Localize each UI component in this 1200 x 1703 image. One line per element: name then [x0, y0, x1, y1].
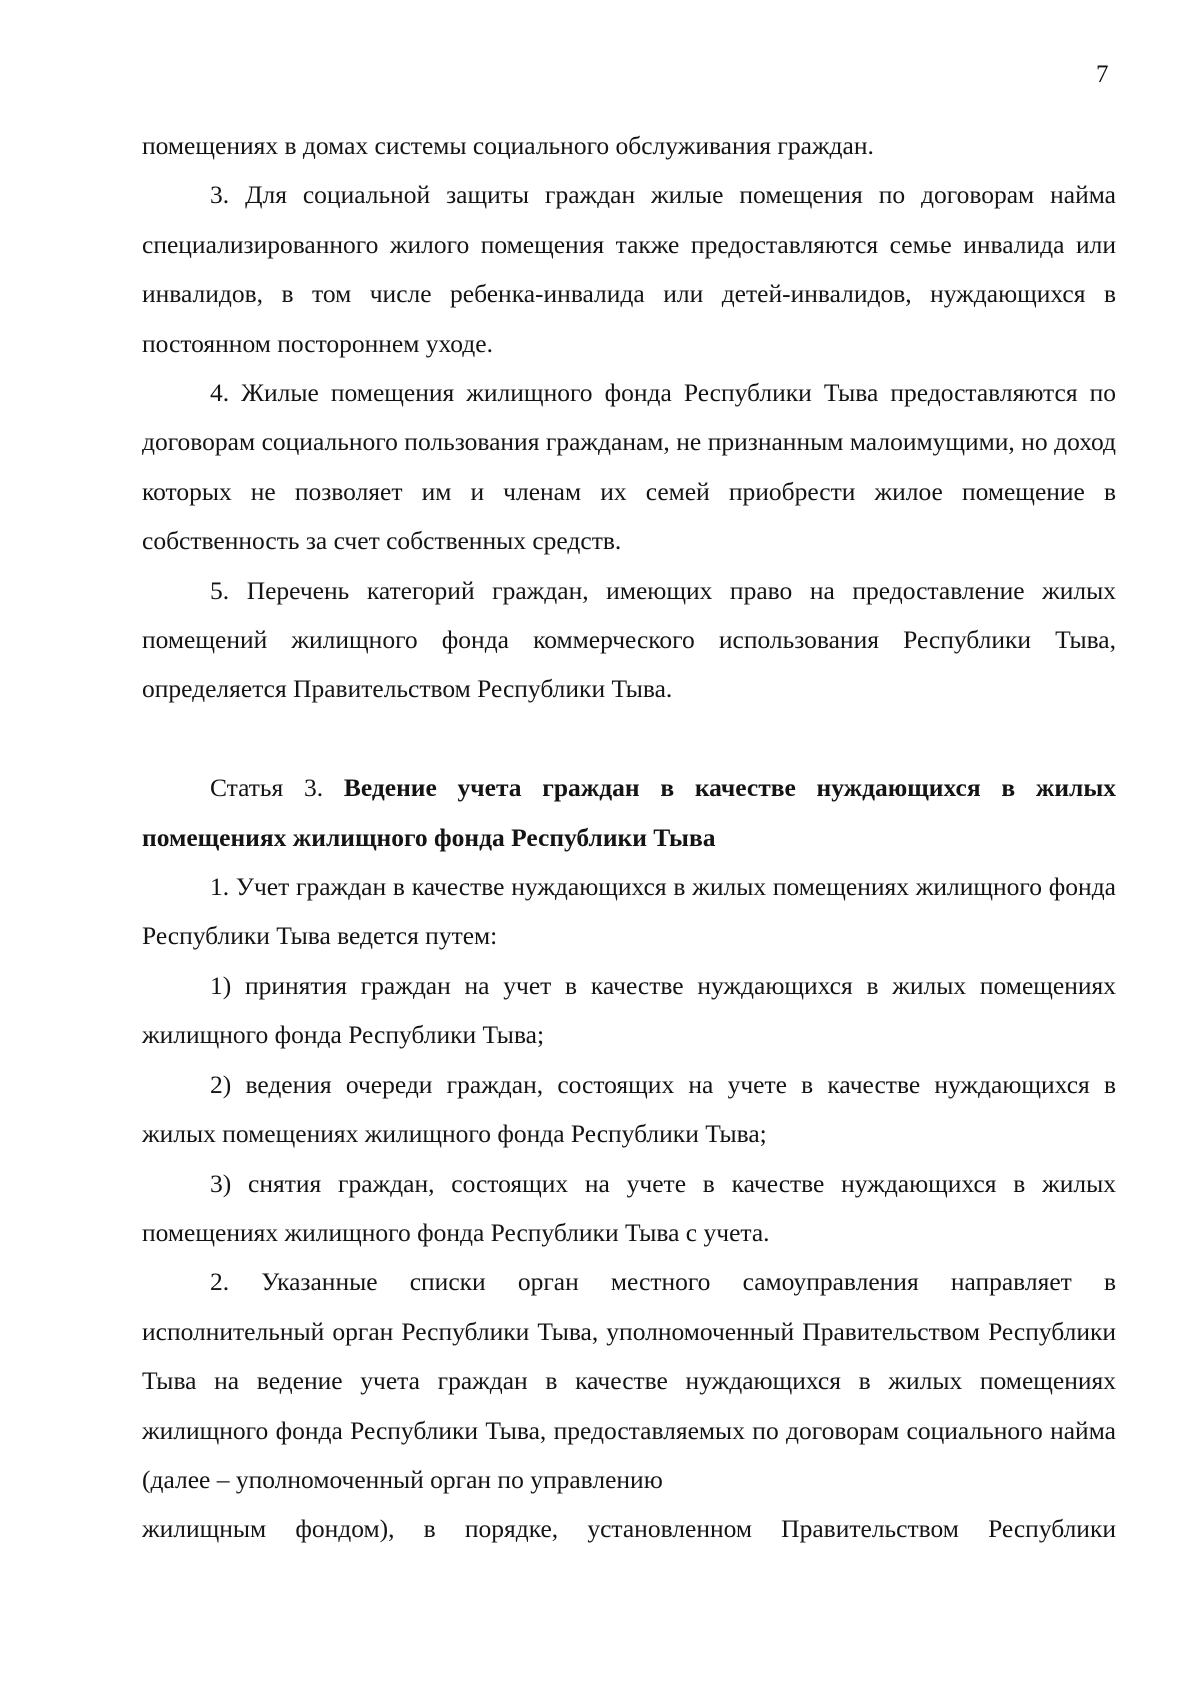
page-number: 7 [1096, 61, 1109, 88]
paragraph-clause-2-last-line: жилищным фондом), в порядке, установленном Правительством Республики [142, 1514, 1116, 1544]
paragraph-item-4: 4. Жилые помещения жилищного фонда Республики Тыва предоставляются по договорам социального пользования гражданам, не признанным малоимущими, но доход которых не позволяет им и членам их семей приобрести жилое помещение в собственность за счет собственных средств. [142, 378, 1116, 556]
paragraph-clause-1: 1. Учет граждан в качестве нуждающихся в жилых помещениях жилищного фонда Республики Тыва ведется путем: [142, 872, 1116, 951]
list-item-3: 3) снятия граждан, состоящих на учете в качестве нуждающихся в жилых помещениях жилищного фонда Республики Тыва с учета. [142, 1168, 1116, 1247]
paragraph-clause-2: 2. Указанные списки орган местного самоуправления направляет в исполнительный орган Республики Тыва, уполномоченный Правительством Республики Тыва на ведение учета граждан в качестве нуждающихся в жилых помещениях жилищного фонда Республики Тыва, предоставляемых по договорам социального найма (далее – уполномоченный орган по управлению [142, 1267, 1116, 1494]
list-item-2: 2) ведения очереди граждан, состоящих на учете в качестве нуждающихся в жилых помещениях жилищного фонда Республики Тыва; [142, 1069, 1116, 1149]
article-heading [142, 763, 1116, 862]
document-body [142, 121, 1116, 1554]
paragraph-continuation: помещениях в домах системы социального обслуживания граждан. [142, 131, 874, 160]
list-item-1: 1) принятия граждан на учет в качестве нуждающихся в жилых помещениях жилищного фонда Республики Тыва; [142, 970, 1116, 1050]
paragraph-item-5: 5. Перечень категорий граждан, имеющих право на предоставление жилых помещений жилищного фонда коммерческого использования Республики Тыва, определяется Правительством Республики Тыва. [142, 575, 1116, 704]
article-title: Ведение учета граждан в качестве нуждающихся в жилых помещениях жилищного фонда Республики Тыва [142, 773, 1116, 852]
paragraph-item-3: 3. Для социальной защиты граждан жилые помещения по договорам найма специализированного жилого помещения также предоставляются семье инвалида или инвалидов, в том числе ребенка-инвалида или детей-инвалидов, нуждающихся в постоянном постороннем уходе. [142, 180, 1116, 358]
article-label: Статья 3. [210, 773, 324, 803]
